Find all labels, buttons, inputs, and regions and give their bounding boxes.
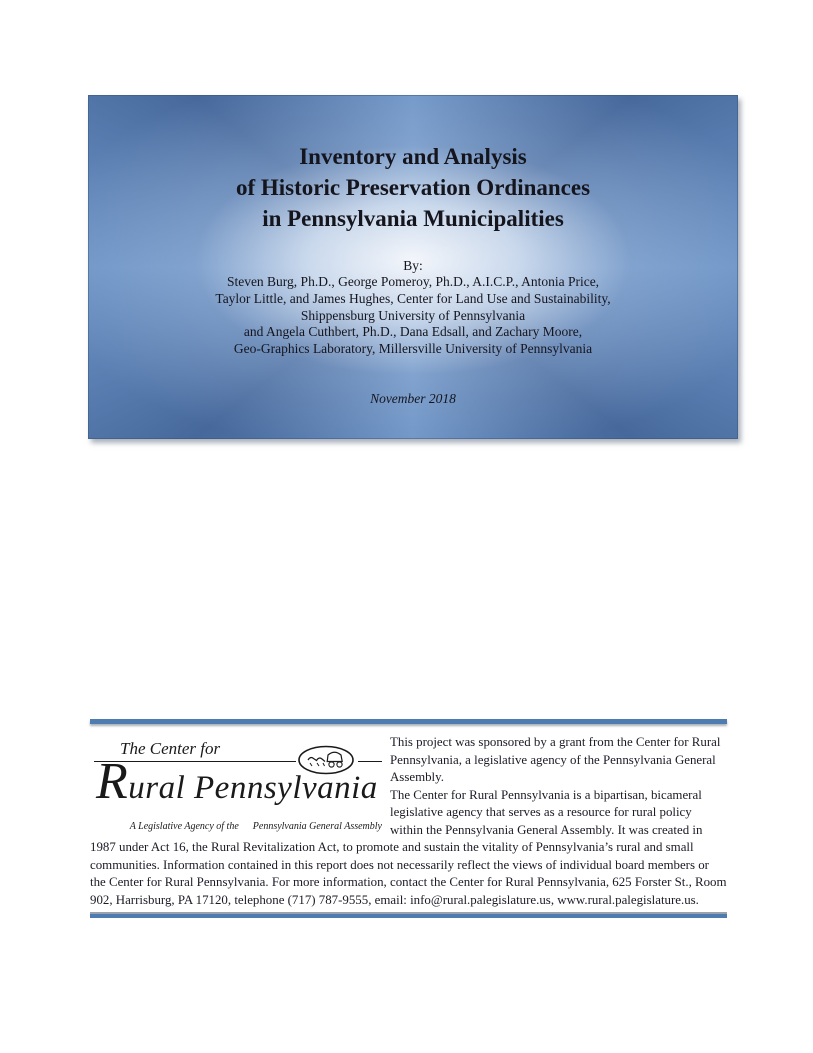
author-line: Shippensburg University of Pennsylvania [300,307,526,323]
logo-topline: The Center for [120,739,221,758]
author-line: Steven Burg, Ph.D., George Pomeroy, Ph.D., A.I.C.P., Antonia Price, [226,274,600,289]
report-date: November 2018 [370,390,456,406]
report-title-line: in Pennsylvania Municipalities [262,206,564,231]
sponsor-paragraph-2: The Center for Rural Pennsylvania is a bipartisan, bicameral legislative agency that serves as a resource for rural policy within the Pennsylvania General Assembly. It was created in 1987 under Act 16, the Rural Revitalization Act, to promote and sustain the vitality of Pennsylvania’s rural and small communities. Information contained in this report does not necessarily reflect the views of individual board members or the Center for Rural Pennsylvania. For more information, contact the Center for Rural Pennsylvania, 625 Forster St., Room 902, Harrisburg, PA 17120, telephone (717) 787-9555, email: info@rural.palegislature.us, www.rural.palegislature.us. [90,787,727,907]
center-for-rural-pa-logo [90,734,384,833]
logo-name: Rural Pennsylvania [96,753,378,810]
logo-tagline-right: Pennsylvania General Assembly [252,821,382,832]
author-line: Taylor Little, and James Hughes, Center for Land Use and Sustainability, [215,290,611,306]
logo-tagline [130,818,382,836]
sponsor-section [90,719,727,918]
author-line: and Angela Cuthbert, Ph.D., Dana Edsall, and Zachary Moore, [243,324,583,340]
report-title-line: Inventory and Analysis [299,144,527,169]
top-divider-rule [90,719,727,724]
bottom-divider-rule [90,912,727,918]
byline-label: By: [403,258,423,273]
sponsor-paragraph-1: This project was sponsored by a grant from the Center for Rural Pennsylvania, a legislative agency of the Pennsylvania General Assembly. [390,735,721,784]
report-title-line: of Historic Preservation Ordinances [235,175,591,200]
sponsor-content [90,734,727,909]
bottom-divider-blue [90,914,727,918]
logo-tagline-left: A Legislative Agency of the [129,821,239,832]
author-line: Geo-Graphics Laboratory, Millersville University of Pennsylvania [233,341,593,357]
title-box [88,95,738,439]
